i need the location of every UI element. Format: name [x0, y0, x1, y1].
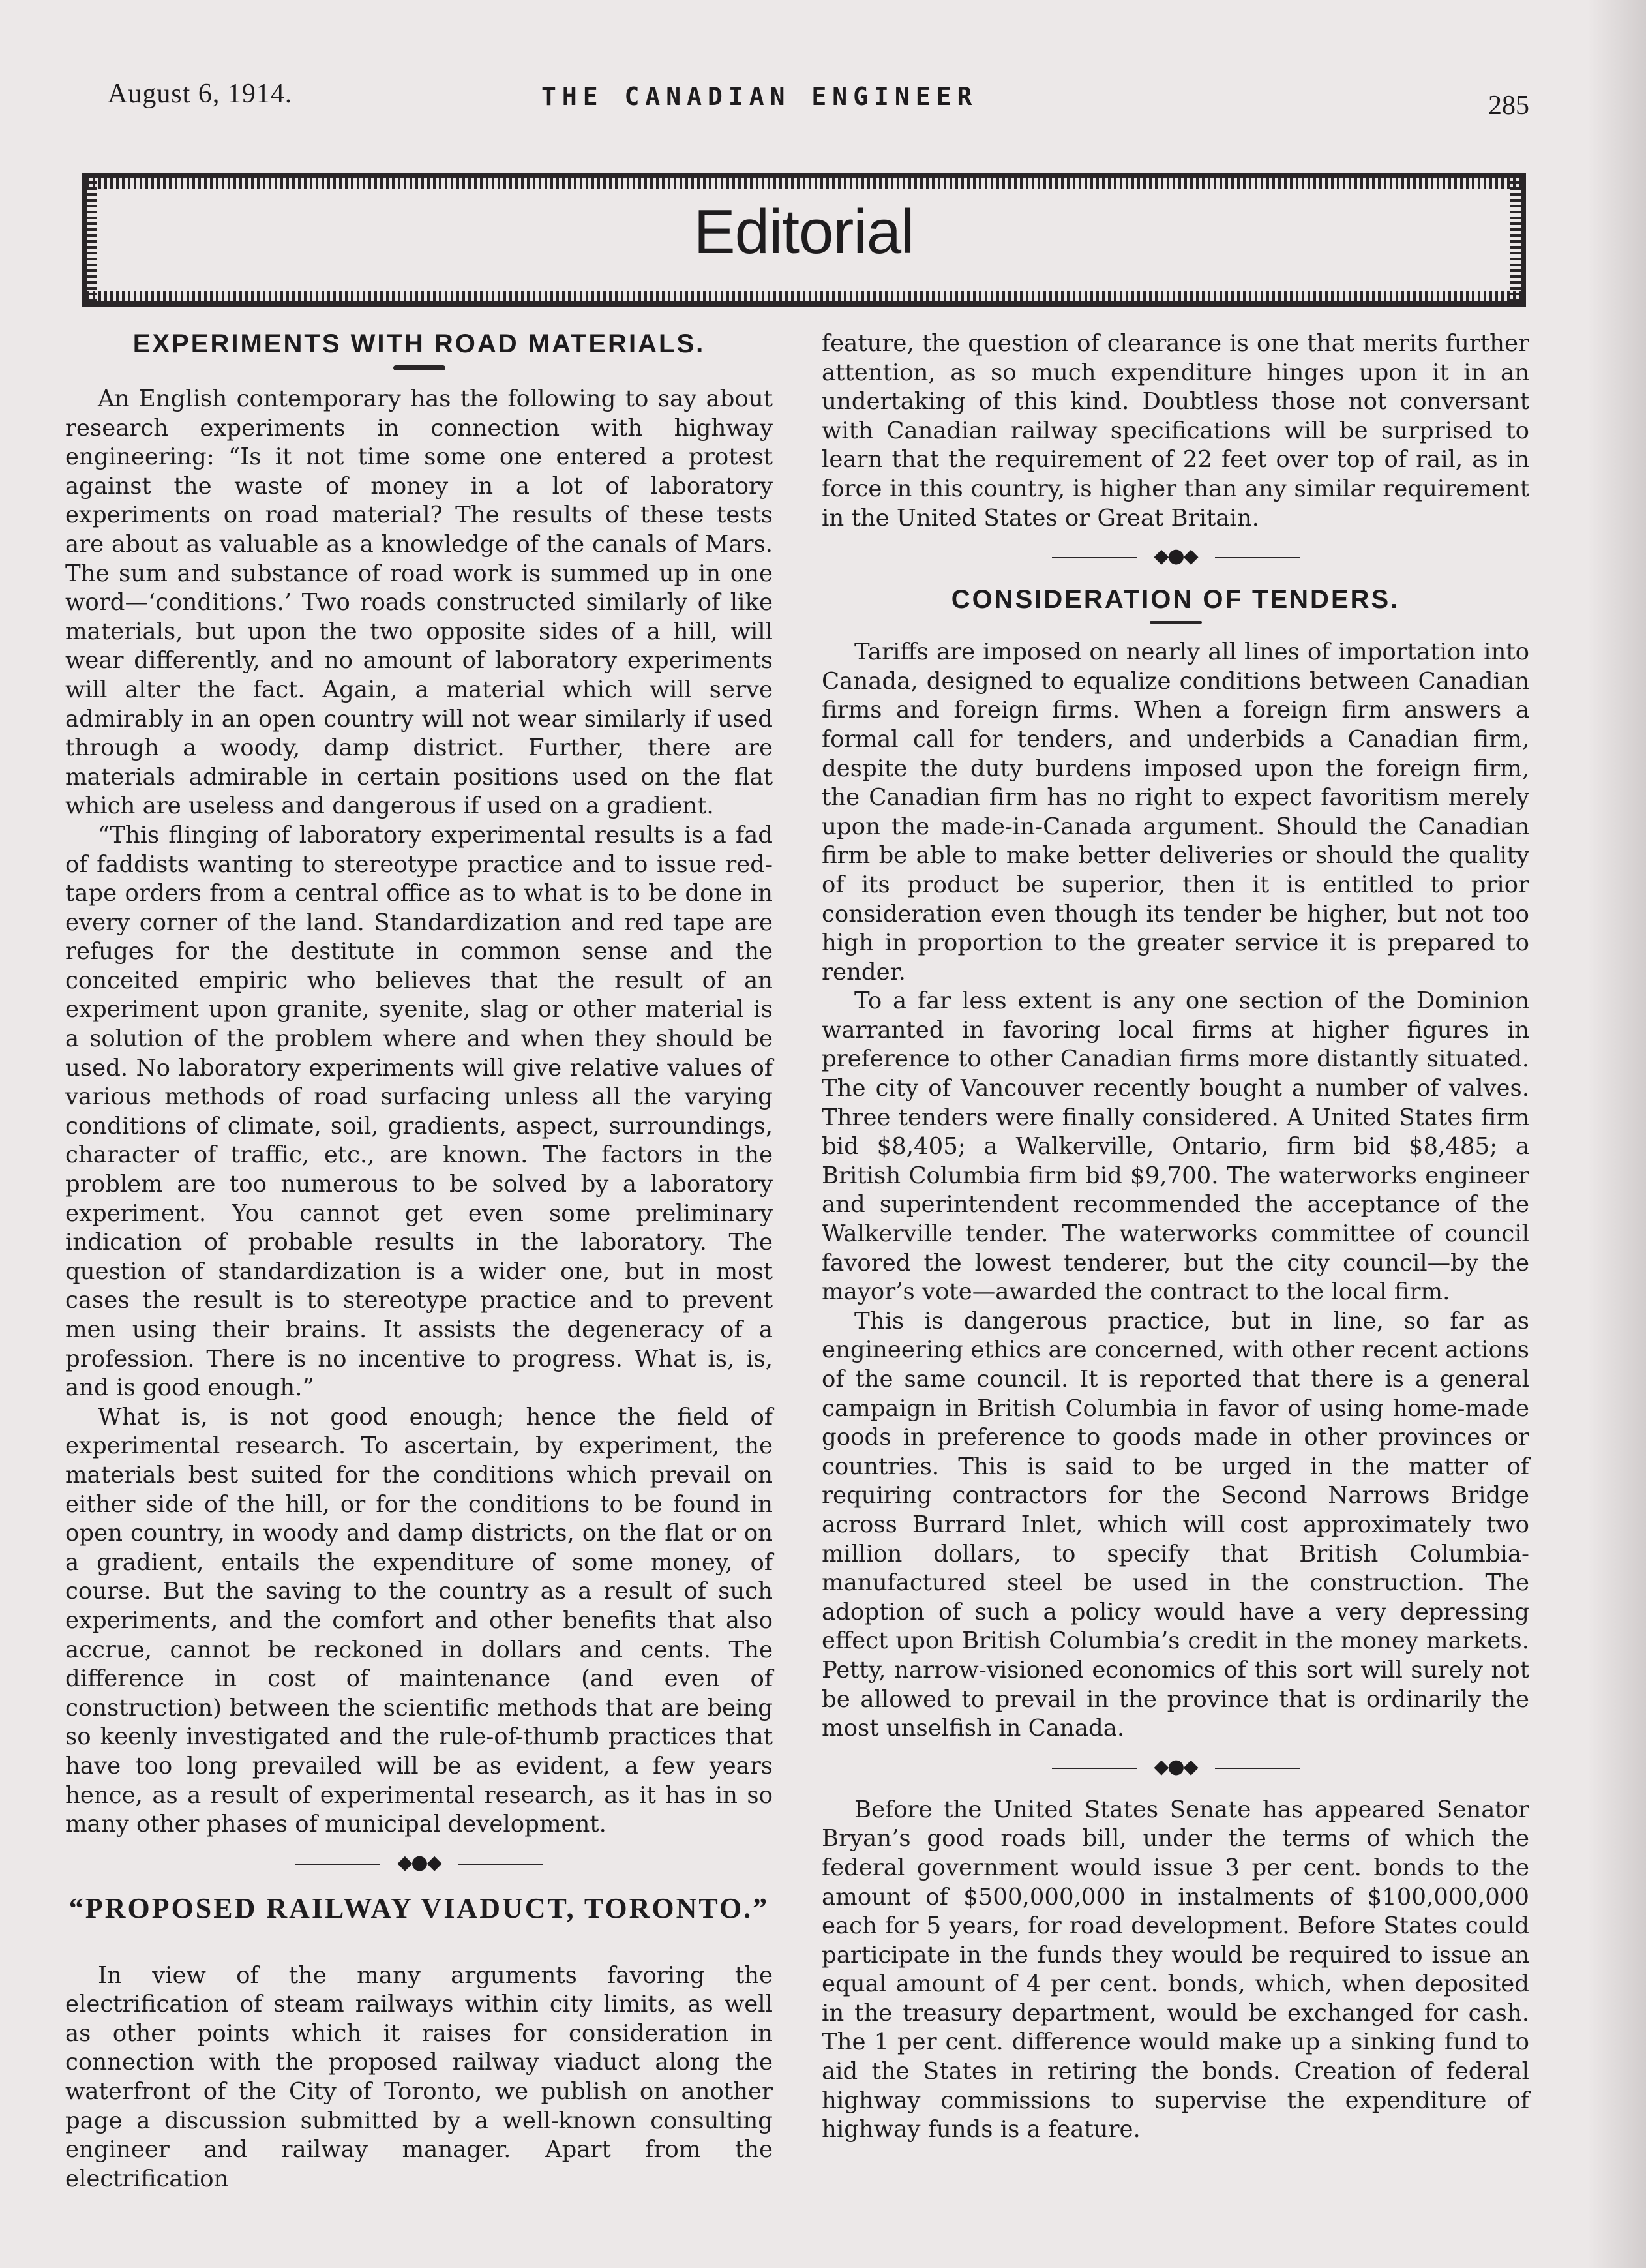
article-paragraph: In view of the many arguments favoring the electrification of steam railways within city limits, as well as other points which it raises for consideration in connection with the proposed railway viaduct along the waterfront of the City of Toronto, we publish on another page a discussion submitted by a well-known consulting engineer and railway manager. Apart from the electrification: [65, 1961, 773, 2192]
title-rule: [393, 365, 445, 370]
title-rule: [1150, 621, 1202, 624]
article-title-tenders: CONSIDERATION OF TENDERS.: [951, 585, 1400, 614]
article-paragraph: An English contemporary has the following to say about research experiments in connection with highway engineering: “Is it not time some one entered a protest against the waste of money in a lot of laboratory experiments on road material? The results of these tests are about as valuable as a knowledge of the canals of Mars. The sum and substance of road work is summed up in one word—‘conditions.’ Two roads constructed similarly of like materials, but upon the two opposite sides of a hill, will wear differently, and no amount of laboratory experiments will alter the fact. Again, a material which will serve admirably in an open country will not wear similarly if used through a woody, damp district. Further, there are materials admirable in certain positions used on the flat which are useless and dangerous if used on a gradient.: [65, 386, 773, 820]
issue-date: August 6, 1914.: [108, 79, 293, 109]
article-paragraph: To a far less extent is any one section of the Dominion warranted in favoring local firms at higher figures in preference to other Canadian firms more distantly situated. The city of Vancouver recently bought a number of valves. Three tenders were finally considered. A United States firm bid $8,405; a Walkerville, Ontario, firm bid $8,485; a British Columbia firm bid $9,700. The waterworks engineer and superintendent recommended the acceptance of the Walkerville tender. The waterworks committee of council favored the lowest tenderer, but the city council—by the mayor’s vote—awarded the contract to the local firm.: [822, 988, 1529, 1306]
article-paragraph: “This flinging of laboratory experimental results is a fad of faddists wanting to stereotype practice and to issue red-tape orders from a central office as to what is to be done in every corner of the land. Standardization and red tape are refuges for the destitute in common sense and the conceited empiric who believes that the result of an experiment upon granite, syenite, slag or other material is a solution of the problem where and when they should be used. No laboratory experiments will give relative values of various methods of road surfacing unless all the varying conditions of climate, soil, gradients, aspect, surroundings, character of traffic, etc., are known. The factors in the problem are too numerous to be solved by a laboratory experiment. You cannot get even some preliminary indication of probable results in the laboratory. The question of standardization is a wider one, but in most cases the result is to stereotype practice and to prevent men using their brains. It assists the degeneracy of a profession. There is no incentive to progress. What is, is, and is good enough.”: [65, 821, 773, 1402]
editorial-banner: [82, 173, 1526, 307]
article-paragraph: Tariffs are imposed on nearly all lines of importation into Canada, designed to equalize conditions between Canadian firms and foreign firms. When a foreign firm answers a formal call for tenders, and underbids a Canadian firm, despite the duty burdens imposed upon the foreign firm, the Canadian firm has no right to expect favoritism merely upon the made-in-Canada argument. Should the Canadian firm be able to make better deliveries or should the quality of its product be superior, then it is entitled to prior consideration even though its tender be higher, but not too high in proportion to the greater service it is prepared to render.: [822, 639, 1529, 986]
running-header: [108, 78, 1529, 124]
journal-title: THE CANADIAN ENGINEER: [541, 82, 978, 111]
section-divider-ornament: ◆●◆: [1052, 1761, 1300, 1776]
article-paragraph: What is, is not good enough; hence the field of experimental research. To ascertain, by experiment, the materials best suited for the conditions which prevail on either side of the hill, or for the conditions to be found in open country, in woody and damp districts, on the flat or on a gradient, entails the expenditure of some money, of course. But the saving to the country as a result of such experiments, and the comfort and other benefits that also accrue, cannot be reckoned in dollars and cents. The difference in cost of maintenance (and even of construction) between the scientific methods that are being so keenly investigated and the rule-of-thumb practices that have too long prevailed will be as evident, a few years hence, as a result of experimental research, as it has in so many other phases of municipal development.: [65, 1403, 773, 1838]
article-title-railway-viaduct: “PROPOSED RAILWAY VIADUCT, TORONTO.”: [68, 1892, 770, 1924]
page-number: 285: [1488, 91, 1529, 121]
section-title: Editorial: [693, 197, 914, 267]
left-column: [65, 329, 773, 2194]
article-title-road-materials: EXPERIMENTS WITH ROAD MATERIALS.: [132, 329, 706, 358]
article-paragraph: This is dangerous practice, but in line, so far as engineering ethics are concerned, with other recent actions of the same council. It is reported that there is a general campaign in British Columbia in favor of using home-made goods in preference to goods made in other provinces or countries. This is said to be urged in the matter of requiring contractors for the Second Narrows Bridge across Burrard Inlet, which will cost approximately two million dollars, to specify that British Columbia-manufactured steel be used in the construction. The adoption of such a policy would have a very depressing effect upon British Columbia’s credit in the money markets. Petty, narrow-visioned economics of this sort will surely not be allowed to prevail in the province that is ordinarily the most unselfish in Canada.: [822, 1307, 1529, 1742]
article-continuation: feature, the question of clearance is one that merits further attention, as so much expenditure hinges upon it in an undertaking of this kind. Doubtless those not conversant with Canadian railway specifications will be surprised to learn that the requirement of 22 feet over top of rail, as in force in this country, is higher than any similar requirement in the United States or Great Britain.: [822, 330, 1529, 532]
section-divider-ornament: ◆●◆: [1052, 550, 1300, 566]
article-paragraph: Before the United States Senate has appeared Senator Bryan’s good roads bill, under the terms of which the federal government would issue 3 per cent. bonds to the amount of $500,000,000 in instalments of $100,000,000 each for 5 years, for road development. Before States could participate in the funds they would be required to issue an equal amount of 4 per cent. bonds, which, when deposited in the treasury department, would be exchanged for cash. The 1 per cent. difference would make up a sinking fund to aid the States in retiring the bonds. Creation of federal highway commissions to supervise the expenditure of highway funds is a feature.: [822, 1796, 1529, 2143]
right-column: [822, 329, 1529, 2145]
section-divider-ornament: ◆●◆: [295, 1856, 543, 1872]
